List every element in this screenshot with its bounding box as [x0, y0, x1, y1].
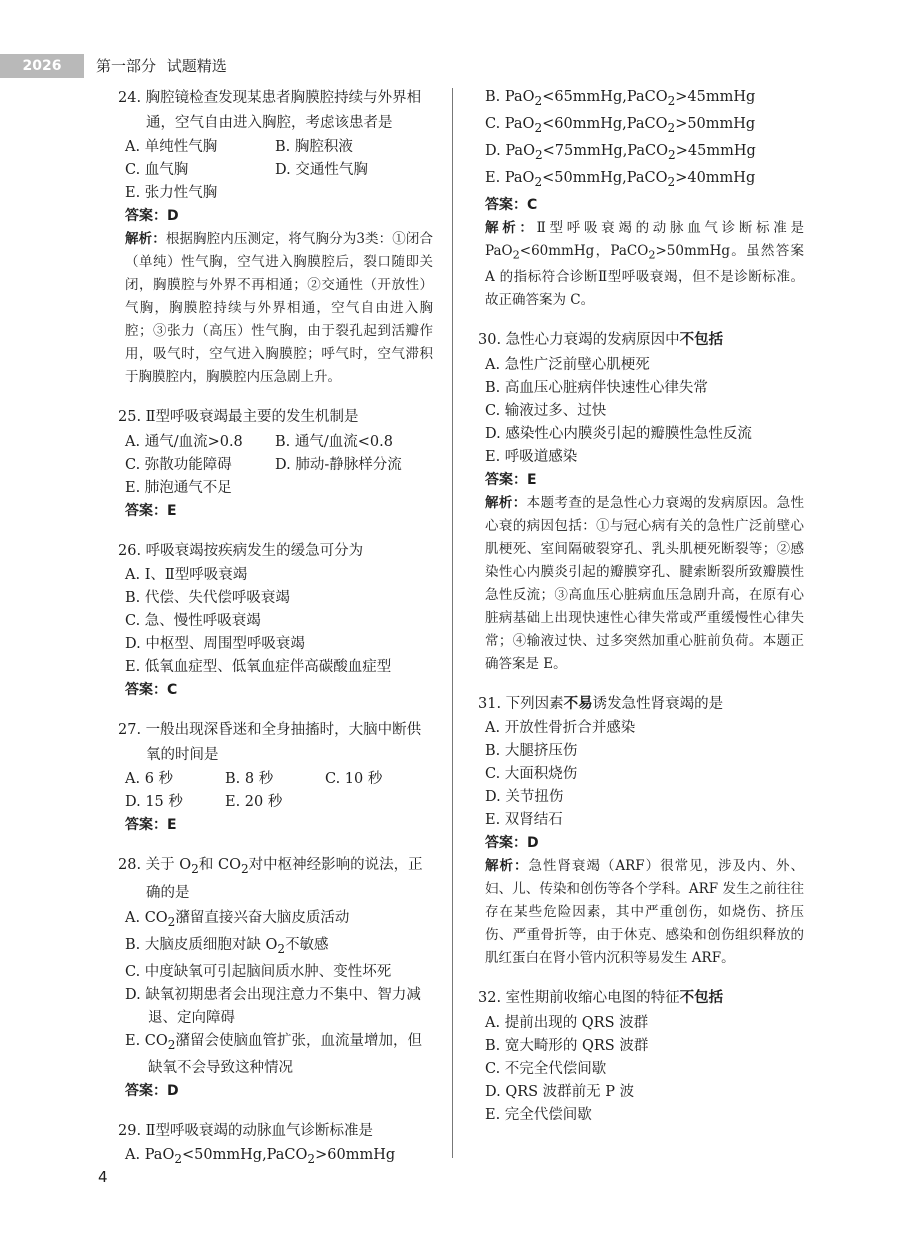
separator: ,: [622, 142, 628, 159]
option-d: D. 缺氧初期患者会出现注意力不集中、智力减退、定向障碍: [125, 986, 421, 1026]
options: [478, 1012, 804, 1127]
explanation: [478, 492, 804, 676]
paco2-value: >45mmHg: [675, 89, 756, 105]
explanation: [478, 855, 804, 970]
option-text: B. 大脑皮质细胞对缺 O: [125, 936, 278, 953]
question-stem: [478, 692, 804, 717]
subscript: 2: [307, 1151, 316, 1166]
answer: 答案：E: [485, 471, 537, 488]
explanation-label: 解析：: [125, 231, 166, 247]
option-d: [485, 140, 804, 167]
options: [118, 136, 433, 205]
explanation-text: Ⅱ型呼吸衰竭的动脉血气诊断标准是 PaO: [485, 219, 804, 259]
paco2-label: PaCO: [626, 89, 668, 105]
emphasis: 不包括: [679, 990, 724, 1007]
subscript: 2: [174, 1151, 183, 1166]
paco2-value: >40mmHg: [675, 169, 756, 186]
subscript: 2: [512, 248, 520, 262]
option-e: E. 呼吸道感染: [485, 448, 578, 465]
subscript: 2: [667, 120, 676, 135]
subscript: 2: [534, 174, 543, 189]
option-a: A. 6 秒: [125, 771, 174, 787]
option-c: C. 10 秒: [325, 771, 383, 787]
question-stem: [478, 328, 804, 353]
pao2-value: <60mmHg: [542, 115, 623, 132]
option-b: B. 胸腔积液: [275, 139, 353, 155]
question-stem: 24. 胸腔镜检查发现某患者胸膜腔持续与外界相通，空气自由进入胸腔，考虑该患者是: [118, 90, 422, 131]
separator: ,: [622, 89, 627, 105]
option-e: E. 20 秒: [225, 794, 283, 810]
stem-part: 30. 急性心力衰竭的发病原因中: [478, 332, 680, 349]
options: [118, 1144, 433, 1171]
option-letter: B.: [485, 89, 501, 105]
explanation-text: 根据胸腔内压测定，将气胸分为3类：①闭合（单纯）性气胸，空气进入胸膜腔后，裂口随即关闭，胸膜腔与外界不再相通；②交通性（开放性）气胸，胸膜腔持续与外界相通，空气自由进入胸腔；③张力（高压）性气胸，由于裂孔起到活瓣作用，吸气时，空气进入胸膜腔；呼气时，空气滞积于胸膜腔内，胸膜腔内压急剧上升。: [125, 231, 433, 385]
subscript: 2: [277, 941, 286, 956]
paco2-label: PaCO: [626, 169, 668, 186]
option-c: C. 不完全代偿间歇: [485, 1060, 607, 1077]
option-e: [485, 167, 804, 194]
explanation-text: 急性肾衰竭（ARF）很常见，涉及内、外、妇、儿、传染和创伤等各个学科。ARF 发生之前往往存在某些危险因素，其中严重创伤，如烧伤、挤压伤、严重骨折等，由于休克、感染和创伤组织释放的肌红蛋白在肾小管内沉积等易发生 ARF。: [485, 858, 805, 967]
options: [118, 907, 433, 1080]
subscript: 2: [668, 147, 676, 162]
option-b: B. 高血压心脏病伴快速性心律失常: [485, 379, 708, 396]
option-b: [485, 86, 804, 113]
pao2-label: PaO: [504, 89, 535, 105]
option-text: 潴留直接兴奋大脑皮质活动: [175, 909, 350, 926]
stem-part: 32. 室性期前收缩心电图的特征: [478, 990, 680, 1007]
question-stem: 25. Ⅱ型呼吸衰竭最主要的发生机制是: [118, 409, 359, 425]
separator: ,: [262, 1147, 267, 1164]
subscript: 2: [240, 861, 249, 876]
pao2-value: <75mmHg: [542, 142, 623, 159]
question-28: [118, 853, 433, 1103]
question-stem: [118, 853, 433, 906]
option-b: B. 宽大畸形的 QRS 波群: [485, 1037, 649, 1054]
option-d: D. 15 秒: [125, 794, 183, 810]
question-stem: 26. 呼吸衰竭按疾病发生的缓急可分为: [118, 542, 364, 559]
question-27: [118, 718, 433, 837]
subscript: 2: [191, 861, 199, 876]
pao2-label: PaO: [504, 115, 535, 132]
pao2-label: PaO: [505, 142, 535, 159]
options: [478, 354, 804, 469]
stem-part: 和 CO: [198, 857, 241, 873]
pao2-label: PaO: [144, 1147, 175, 1164]
section-title: 第一部分 试题精选: [96, 57, 227, 75]
option-letter: E.: [485, 169, 501, 186]
options: [478, 86, 804, 194]
answer: 答案：E: [125, 502, 177, 519]
answer: 答案：C: [125, 682, 178, 698]
option-c: [485, 113, 804, 140]
question-31: [478, 692, 804, 971]
explanation: [118, 228, 433, 389]
options: [478, 717, 804, 832]
option-a: A. 单纯性气胸: [125, 139, 218, 155]
pao2-label: PaO: [504, 169, 535, 186]
answer: 答案：E: [125, 817, 177, 833]
option-b: [125, 934, 433, 961]
answer: 答案：D: [125, 208, 179, 224]
subscript: 2: [534, 120, 543, 135]
paco2-label: PaCO: [266, 1147, 308, 1164]
separator: ,: [622, 115, 627, 132]
subscript: 2: [667, 174, 676, 189]
answer: 答案：D: [125, 1082, 179, 1099]
paco2-label: PaCO: [627, 142, 669, 159]
separator: ,: [622, 169, 627, 186]
column-divider: [452, 88, 453, 1158]
option-b: B. 8 秒: [225, 771, 274, 787]
option-d: D. QRS 波群前无 P 波: [485, 1083, 635, 1100]
explanation-label: 解析：: [485, 858, 529, 875]
stem-part: 31. 下列因素: [478, 695, 564, 712]
option-d: D. 感染性心内膜炎引起的瓣膜性急性反流: [485, 425, 752, 442]
option-a: [125, 1144, 433, 1171]
option-e: [125, 1030, 433, 1080]
subscript: 2: [167, 914, 176, 929]
options: [118, 431, 433, 500]
option-text: A. CO: [125, 909, 168, 926]
explanation-label: 解析：: [485, 494, 527, 511]
explanation-text: >50mmHg。虽然答案 A 的指标符合诊断Ⅱ型呼吸衰竭，但不是诊断标准。故正确答案为 C。: [485, 242, 804, 309]
option-letter: A.: [125, 1147, 141, 1164]
pao2-value: <50mmHg: [542, 169, 623, 186]
option-a: A. 急性广泛前壁心肌梗死: [485, 356, 650, 373]
option-c: C. 输液过多、过快: [485, 402, 607, 419]
subscript: 2: [167, 1037, 176, 1052]
paco2-value: >50mmHg: [675, 115, 756, 132]
stem-part: 28. 关于 O: [118, 857, 192, 873]
question-stem: 27. 一般出现深昏迷和全身抽搐时，大脑中断供氧的时间是: [118, 722, 422, 763]
option-a: [125, 907, 433, 934]
option-a: A. Ⅰ、Ⅱ型呼吸衰竭: [125, 567, 248, 583]
question-26: [118, 539, 433, 703]
options: [118, 768, 433, 814]
option-c: C. 大面积烧伤: [485, 766, 578, 783]
option-d: D. 关节扭伤: [485, 789, 564, 806]
question-29-continued: [478, 86, 804, 312]
option-a: A. 通气/血流>0.8: [125, 433, 243, 450]
explanation: [478, 217, 804, 313]
paco2-label: PaCO: [626, 115, 668, 132]
option-b: B. 大腿挤压伤: [485, 743, 578, 760]
question-stem: [478, 986, 804, 1011]
explanation-label: 解析：: [485, 219, 537, 236]
explanation-text: 本题考查的是急性心力衰竭的发病原因。急性心衰的病因包括：①与冠心病有关的急性广泛前壁心肌梗死、室间隔破裂穿孔、乳头肌梗死断裂等；②感染性心内膜炎引起的瓣膜穿孔、腱索断裂所致瓣膜性急性反流；③高血压心脏病血压急剧升高，在原有心脏病基础上出现快速性心律失常或严重缓慢性心律失常；④输液过快、过多突然加重心脏前负荷。本题正确答案是 E。: [485, 494, 805, 672]
option-d: D. 肺动-静脉样分流: [275, 456, 402, 473]
page-number: 4: [98, 1168, 108, 1186]
question-24: [118, 86, 433, 389]
option-a: A. 开放性骨折合并感染: [485, 720, 636, 737]
paco2-value: >45mmHg: [675, 142, 756, 159]
option-c: C. 弥散功能障碍: [125, 456, 232, 473]
option-e: E. 低氧血症型、低氧血症伴高碳酸血症型: [125, 659, 392, 675]
question-29: [118, 1119, 433, 1171]
option-c: C. 急、慢性呼吸衰竭: [125, 613, 261, 629]
option-d: D. 交通性气胸: [275, 162, 368, 178]
option-b: B. 通气/血流<0.8: [275, 433, 393, 450]
stem-part: 诱发急性肾衰竭的是: [592, 695, 724, 712]
subscript: 2: [534, 147, 543, 162]
option-e: E. 完全代偿间歇: [485, 1106, 592, 1123]
option-d: D. 中枢型、周围型呼吸衰竭: [125, 636, 305, 652]
subscript: 2: [648, 248, 656, 262]
option-text: 不敏感: [285, 936, 329, 953]
emphasis: 不包括: [679, 332, 724, 349]
option-text: E. CO: [125, 1032, 168, 1049]
option-c: C. 血气胸: [125, 162, 189, 178]
year-tab: 2026: [0, 54, 84, 78]
option-b: B. 代偿、失代偿呼吸衰竭: [125, 590, 290, 606]
option-text: 潴留会使脑血管扩张，血流量增加，但缺氧不会导致这种情况: [148, 1032, 422, 1076]
option-c: C. 中度缺氧可引起脑间质水肿、变性坏死: [125, 963, 392, 980]
question-32: [478, 986, 804, 1127]
emphasis: 不易: [563, 695, 593, 712]
answer: 答案：C: [485, 196, 538, 213]
subscript: 2: [534, 93, 543, 108]
question-25: [118, 405, 433, 523]
stem-part: 对中枢神经影响的说法，正确的是: [146, 857, 423, 902]
paco2-value: >60mmHg: [315, 1147, 396, 1164]
right-column: [478, 86, 804, 1127]
question-stem: 29. Ⅱ型呼吸衰竭的动脉血气诊断标准是: [118, 1122, 374, 1139]
option-e: E. 肺泡通气不足: [125, 479, 232, 496]
option-e: E. 双肾结石: [485, 812, 563, 829]
pao2-value: <50mmHg: [182, 1147, 263, 1164]
subscript: 2: [667, 93, 676, 108]
left-column: [118, 86, 433, 1171]
option-e: E. 张力性气胸: [125, 185, 218, 201]
option-letter: D.: [485, 142, 501, 159]
option-a: A. 提前出现的 QRS 波群: [485, 1014, 649, 1031]
page-header: [0, 54, 900, 78]
answer: 答案：D: [485, 835, 539, 852]
pao2-value: <65mmHg: [542, 89, 623, 105]
question-30: [478, 328, 804, 676]
option-letter: C.: [485, 115, 501, 132]
options: [118, 564, 433, 679]
explanation-text: <60mmHg，PaCO: [519, 242, 649, 259]
